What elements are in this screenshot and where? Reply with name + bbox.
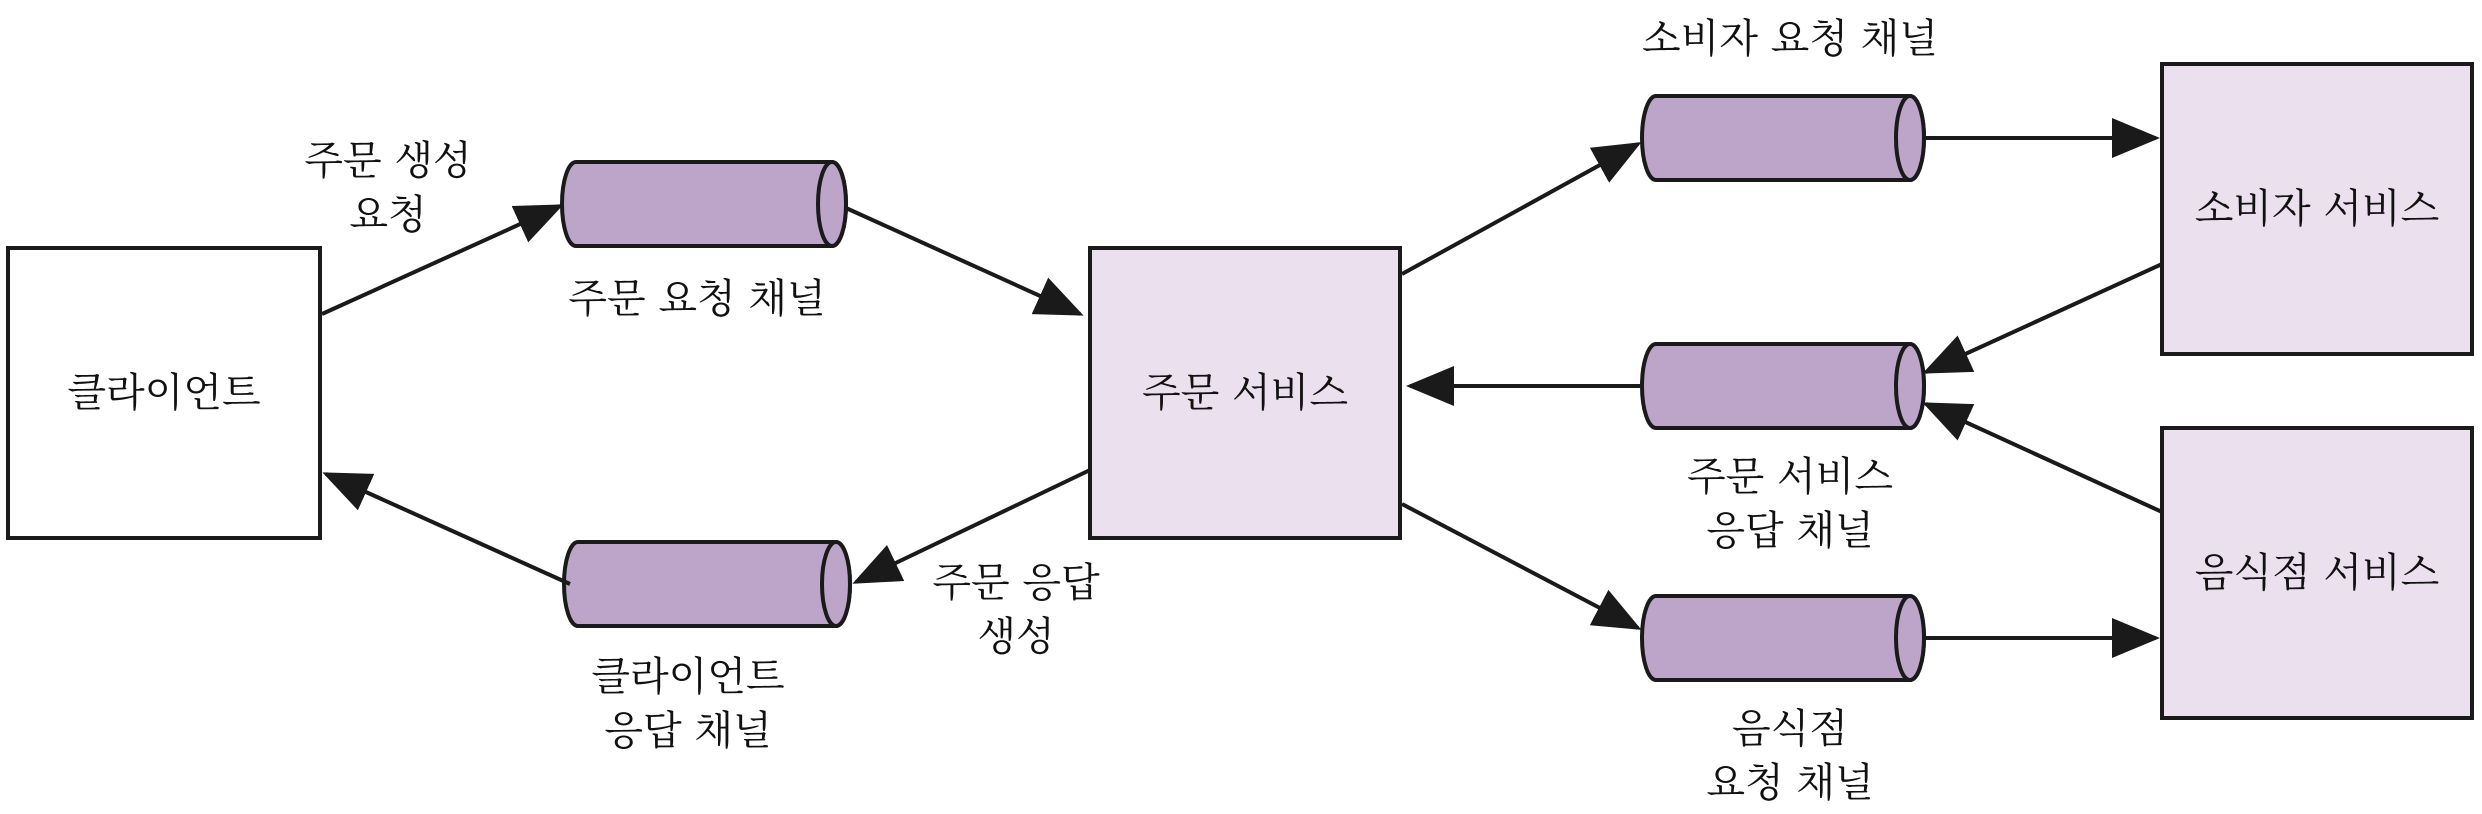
- create-order-request-annotation-line1: 주문 생성: [304, 138, 472, 184]
- create-order-reply-annotation-line1: 주문 응답: [932, 560, 1100, 606]
- consumer-service-label: 소비자 서비스: [2194, 186, 2440, 232]
- order-service-reply-channel-tube: [1642, 344, 1924, 428]
- arrow-order-request-to-order-service: [846, 208, 1080, 314]
- consumer-request-channel-tube: [1642, 96, 1924, 180]
- arrow-client-reply-to-client: [326, 474, 570, 584]
- order-service-reply-channel-label: [1687, 450, 1893, 558]
- arrow-order-service-to-restaurant-request: [1402, 504, 1638, 628]
- create-order-reply-annotation: [932, 556, 1099, 664]
- order-request-channel-tube: [562, 162, 846, 246]
- restaurant-request-channel-tube: [1642, 596, 1924, 680]
- consumer-request-channel-label: 소비자 요청 채널: [1642, 16, 1938, 62]
- order-service-reply-channel-label-line2: 응답 채널: [1706, 508, 1874, 554]
- order-service-reply-channel-label-line1: 주문 서비스: [1687, 454, 1893, 500]
- restaurant-request-channel-label-line1: 음식점: [1732, 706, 1848, 752]
- client-reply-channel-label-line2: 응답 채널: [604, 708, 772, 754]
- order-request-channel-label: 주문 요청 채널: [568, 276, 826, 322]
- create-order-request-annotation: [304, 134, 471, 242]
- arrow-restaurant-service-to-order-service-reply: [1926, 404, 2162, 512]
- restaurant-service-label: 음식점 서비스: [2194, 550, 2440, 596]
- arrow-consumer-service-to-order-service-reply: [1926, 264, 2162, 372]
- client-reply-channel-label-line1: 클라이언트: [591, 654, 785, 700]
- order-service-label: 주문 서비스: [1142, 370, 1348, 416]
- create-order-request-annotation-line2: 요청: [349, 192, 427, 238]
- client-reply-channel-tube: [564, 542, 850, 626]
- create-order-reply-annotation-line2: 생성: [977, 614, 1055, 660]
- restaurant-request-channel-label: [1706, 702, 1873, 810]
- arrow-order-service-to-consumer-request: [1402, 144, 1638, 274]
- restaurant-request-channel-label-line2: 요청 채널: [1706, 760, 1874, 806]
- client-reply-channel-label: [591, 650, 784, 758]
- client-label: 클라이언트: [67, 370, 261, 416]
